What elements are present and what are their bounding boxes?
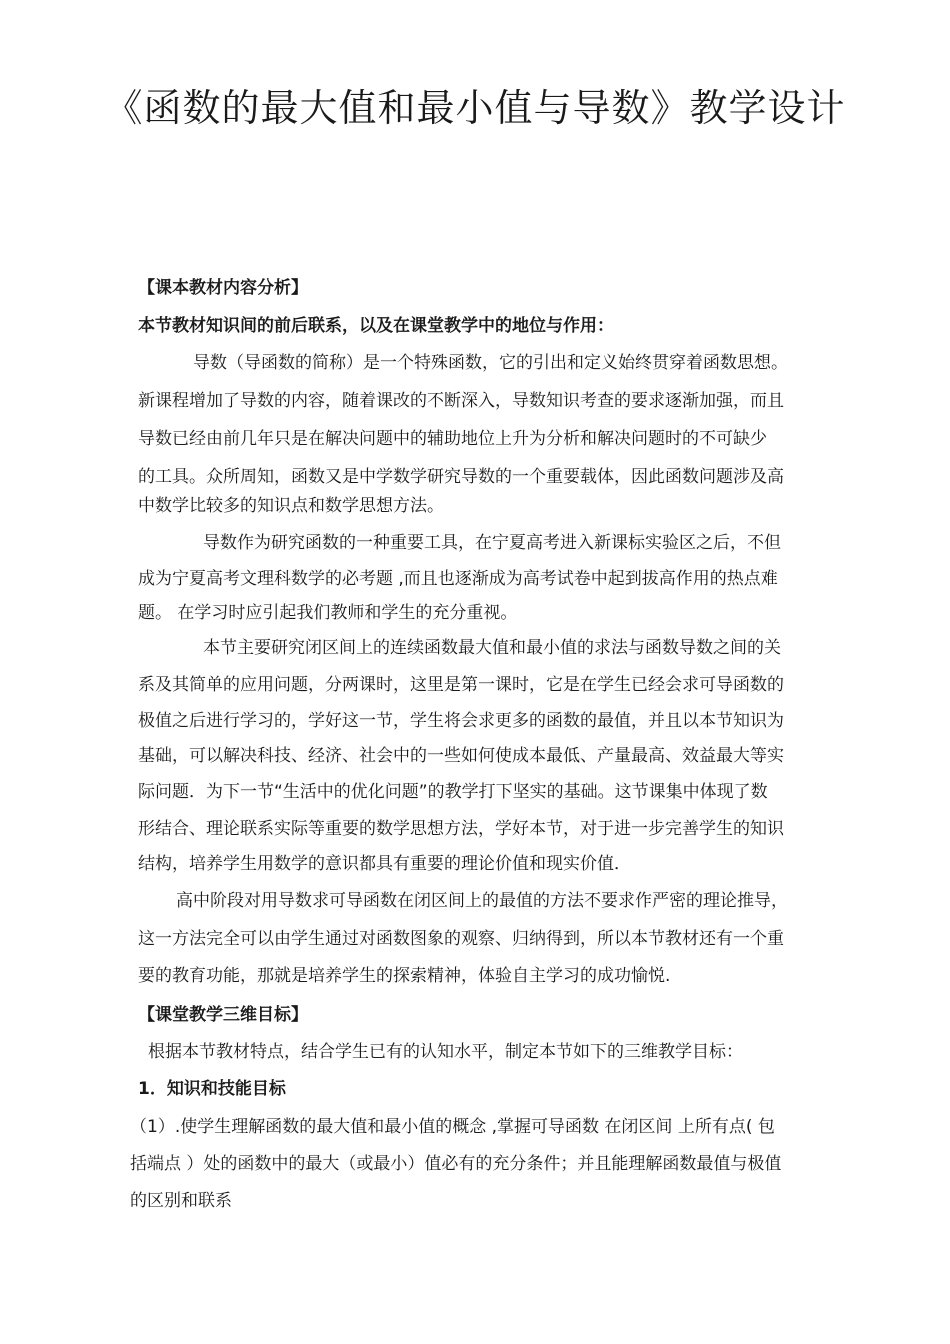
section-subheading-connections: 本节教材知识间的前后联系，以及在课堂教学中的地位与作用： [138,316,614,336]
paragraph-line: 际问题．为下一节“生活中的优化问题”的教学打下坚实的基础。这节课集中体现了数 [138,782,768,802]
paragraph-line: 的工具。众所周知，函数又是中学数学研究导数的一个重要载体，因此函数问题涉及高 [138,467,784,487]
paragraph-line: 导数已经由前几年只是在解决问题中的辅助地位上升为分析和解决问题时的不可缺少 [138,429,767,449]
paragraph-line: 结构，培养学生用数学的意识都具有重要的理论价值和现实价值． [138,854,631,874]
paragraph-line: 极值之后进行学习的，学好这一节，学生将会求更多的函数的最值，并且以本节知识为 [138,711,784,731]
goal-heading-knowledge-skills: 1．知识和技能目标 [138,1079,286,1099]
paragraph-line: 这一方法完全可以由学生通过对函数图象的观察、归纳得到，所以本节教材还有一个重 [138,929,784,949]
paragraph-line: 成为宁夏高考文理科数学的必考题 ,而且也逐渐成为高考试卷中起到拔高作用的热点难 [138,569,778,589]
section-heading-teaching-goals: 【课堂教学三维目标】 [138,1005,308,1025]
document-title: 《函数的最大值和最小值与导数》教学设计 [104,86,846,130]
section-heading-textbook-analysis: 【课本教材内容分析】 [138,278,308,298]
paragraph-line: 导数（导函数的简称）是一个特殊函数，它的引出和定义始终贯穿着函数思想。 [193,353,788,373]
goal-item-line: 的区别和联系 [130,1191,232,1211]
paragraph-line: 导数作为研究函数的一种重要工具，在宁夏高考进入新课标实验区之后，不但 [203,533,781,553]
paragraph-line: 题。 在学习时应引起我们教师和学生的充分重视。 [138,603,518,623]
goal-item-line: （1）.使学生理解函数的最大值和最小值的概念 ,掌握可导函数 在闭区间 上所有点( 包 [130,1117,775,1137]
paragraph-line: 本节主要研究闭区间上的连续函数最大值和最小值的求法与函数导数之间的关 [203,638,781,658]
paragraph-line: 系及其简单的应用问题，分两课时，这里是第一课时，它是在学生已经会求可导函数的 [138,675,784,695]
paragraph-line: 高中阶段对用导数求可导函数在闭区间上的最值的方法不要求作严密的理论推导， [176,891,788,911]
paragraph-line: 基础，可以解决科技、经济、社会中的一些如何使成本最低、产量最高、效益最大等实 [138,746,784,766]
paragraph-line: 中数学比较多的知识点和数学思想方法。 [138,496,444,516]
goal-item-line: 括端点 ）处的函数中的最大（或最小）值必有的充分条件；并且能理解函数最值与极值 [130,1154,782,1174]
paragraph-line: 要的教育功能，那就是培养学生的探索精神，体验自主学习的成功愉悦. [138,966,671,986]
paragraph-line: 新课程增加了导数的内容，随着课改的不断深入，导数知识考查的要求逐渐加强，而且 [138,391,784,411]
goals-intro: 根据本节教材特点，结合学生已有的认知水平，制定本节如下的三维教学目标： [148,1042,743,1062]
paragraph-line: 形结合、理论联系实际等重要的数学思想方法，学好本节，对于进一步完善学生的知识 [138,819,784,839]
